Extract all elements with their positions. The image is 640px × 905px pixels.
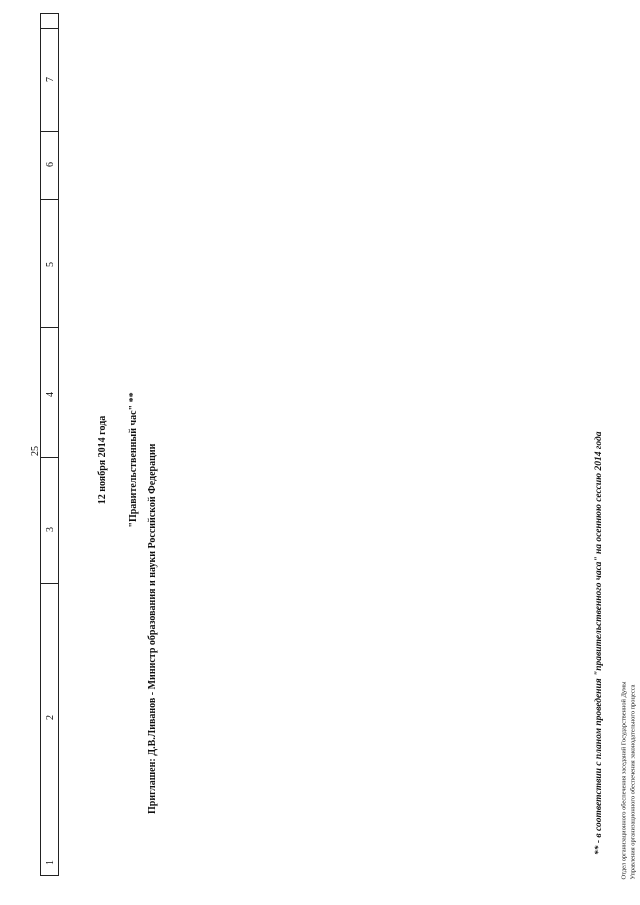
event-title: "Правительственный час" ** (128, 392, 139, 528)
column-number: 6 (45, 161, 56, 167)
department-line-2: Управления организационного обеспечения законодательного процесса (629, 684, 637, 880)
meeting-date: 12 ноября 2014 года (97, 415, 108, 505)
column-number: 4 (45, 391, 56, 397)
column-number: 2 (45, 714, 56, 720)
column-divider (41, 457, 58, 458)
column-number: 5 (45, 261, 56, 267)
header-table (40, 13, 59, 876)
column-divider (41, 199, 58, 200)
column-number: 3 (45, 526, 56, 532)
column-divider (41, 28, 58, 29)
column-divider (41, 583, 58, 584)
column-divider (41, 327, 58, 328)
footnote: ** - в соответствии с планом проведения "правительственного часа" на осеннюю сессию 2014 года (594, 431, 604, 855)
column-divider (41, 131, 58, 132)
invited-line: Приглашен: Д.В.Ливанов - Министр образования и науки Российской Федерации (147, 443, 158, 814)
department-line-1: Отдел организационного обеспечения заседаний Государственной Думы (620, 681, 628, 880)
page-number: 25 (30, 446, 41, 456)
column-number: 7 (45, 76, 56, 82)
column-number: 1 (45, 859, 56, 865)
